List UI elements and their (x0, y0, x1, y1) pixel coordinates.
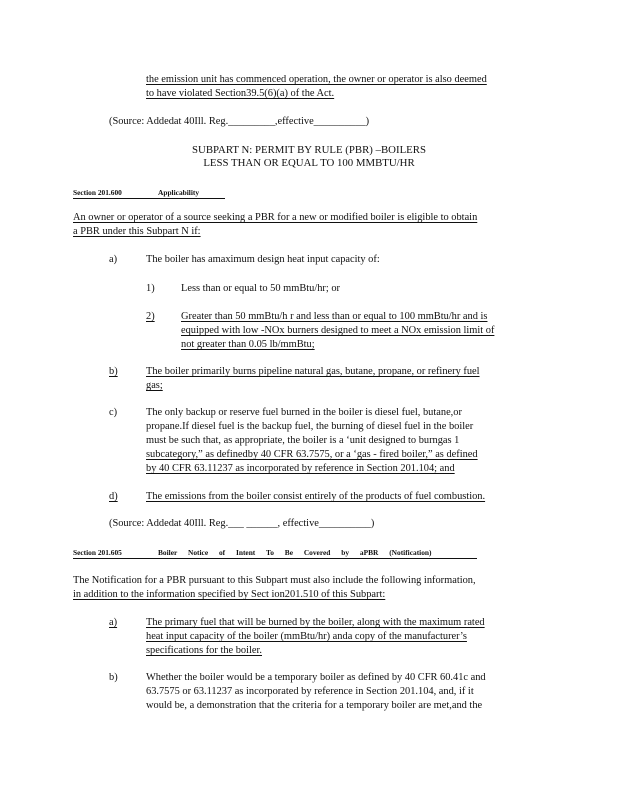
item-text: would be, a demonstration that the criteria for a temporary boiler are met,and the (146, 700, 483, 711)
section-600-rule (73, 198, 225, 199)
source-note-2: (Source: Addedat 40Ill. Reg.___ ______, effective__________) (109, 518, 375, 529)
section-600-number: Section 201.600 (73, 188, 122, 197)
item-text: must be such that, as appropriate, the boiler is a ‘unit designed to burngas 1 (146, 435, 460, 446)
subitem-label: 2) (146, 311, 155, 322)
item-label: a) (109, 254, 118, 265)
item-text: gas; (146, 380, 163, 391)
subitem-text: equipped with low -NOx burners designed to meet a NOx emission limit of (181, 325, 495, 336)
source-note-1: (Source: Addedat 40Ill. Reg._________,effective__________) (109, 116, 370, 127)
intro-line-1: the emission unit has commenced operation, the owner or operator is also deemed (146, 74, 487, 85)
item-text: Whether the boiler would be a temporary boiler as defined by 40 CFR 60.41c and (146, 672, 486, 683)
subitem-text: not greater than 0.05 lb/mmBtu; (181, 339, 315, 350)
section-605-title: Boiler Notice of Intent To Be Covered by aPBR (Notification) (158, 548, 432, 557)
item-text: heat input capacity of the boiler (mmBtu/hr) anda copy of the manufacturer’s (146, 631, 467, 642)
subitem-label: 1) (146, 283, 155, 294)
item-text: by 40 CFR 63.11237 as incorporated by reference in Section 201.104; and (146, 463, 455, 474)
section-605-number: Section 201.605 (73, 548, 122, 557)
item-text: subcategory,” as definedby 40 CFR 63.7575, or a ‘gas - fired boiler,” as defined (146, 449, 478, 460)
section-605-para-line-1: The Notification for a PBR pursuant to this Subpart must also include the following information, (73, 575, 476, 586)
item-text: propane.If diesel fuel is the backup fuel, the burning of diesel fuel in the boiler (146, 421, 474, 432)
item-label: b) (109, 366, 118, 377)
item-label: a) (109, 617, 118, 628)
section-600-para-line-2: a PBR under this Subpart N if: (73, 226, 201, 237)
item-text: The only backup or reserve fuel burned in the boiler is diesel fuel, butane,or (146, 407, 462, 418)
section-600-para-line-1: An owner or operator of a source seeking a PBR for a new or modified boiler is eligible to obtain (73, 212, 478, 223)
item-label: b) (109, 672, 118, 683)
subitem-text: Greater than 50 mmBtu/h r and less than or equal to 100 mmBtu/hr and is (181, 311, 488, 322)
item-text: The boiler primarily burns pipeline natural gas, butane, propane, or refinery fuel (146, 366, 480, 377)
item-label: c) (109, 407, 118, 418)
item-text: The boiler has amaximum design heat input capacity of: (146, 254, 380, 265)
section-605-rule (73, 558, 477, 559)
item-text: The primary fuel that will be burned by the boiler, along with the maximum rated (146, 617, 485, 628)
item-text: 63.7575 or 63.11237 as incorporated by reference in Section 201.104, and, if it (146, 686, 474, 697)
subpart-title-line-1: SUBPART N: PERMIT BY RULE (PBR) –BOILERS (192, 144, 426, 156)
item-text: The emissions from the boiler consist entirely of the products of fuel combustion. (146, 491, 486, 502)
intro-line-2: to have violated Section39.5(6)(a) of the Act. (146, 88, 335, 99)
item-text: specifications for the boiler. (146, 645, 262, 656)
item-label: d) (109, 491, 118, 502)
section-600-title: Applicability (158, 188, 200, 197)
subitem-text: Less than or equal to 50 mmBtu/hr; or (181, 283, 341, 294)
section-605-para-line-2: in addition to the information specified by Sect ion201.510 of this Subpart: (73, 589, 386, 600)
subpart-title-line-2: LESS THAN OR EQUAL TO 100 MMBTU/HR (203, 157, 415, 169)
